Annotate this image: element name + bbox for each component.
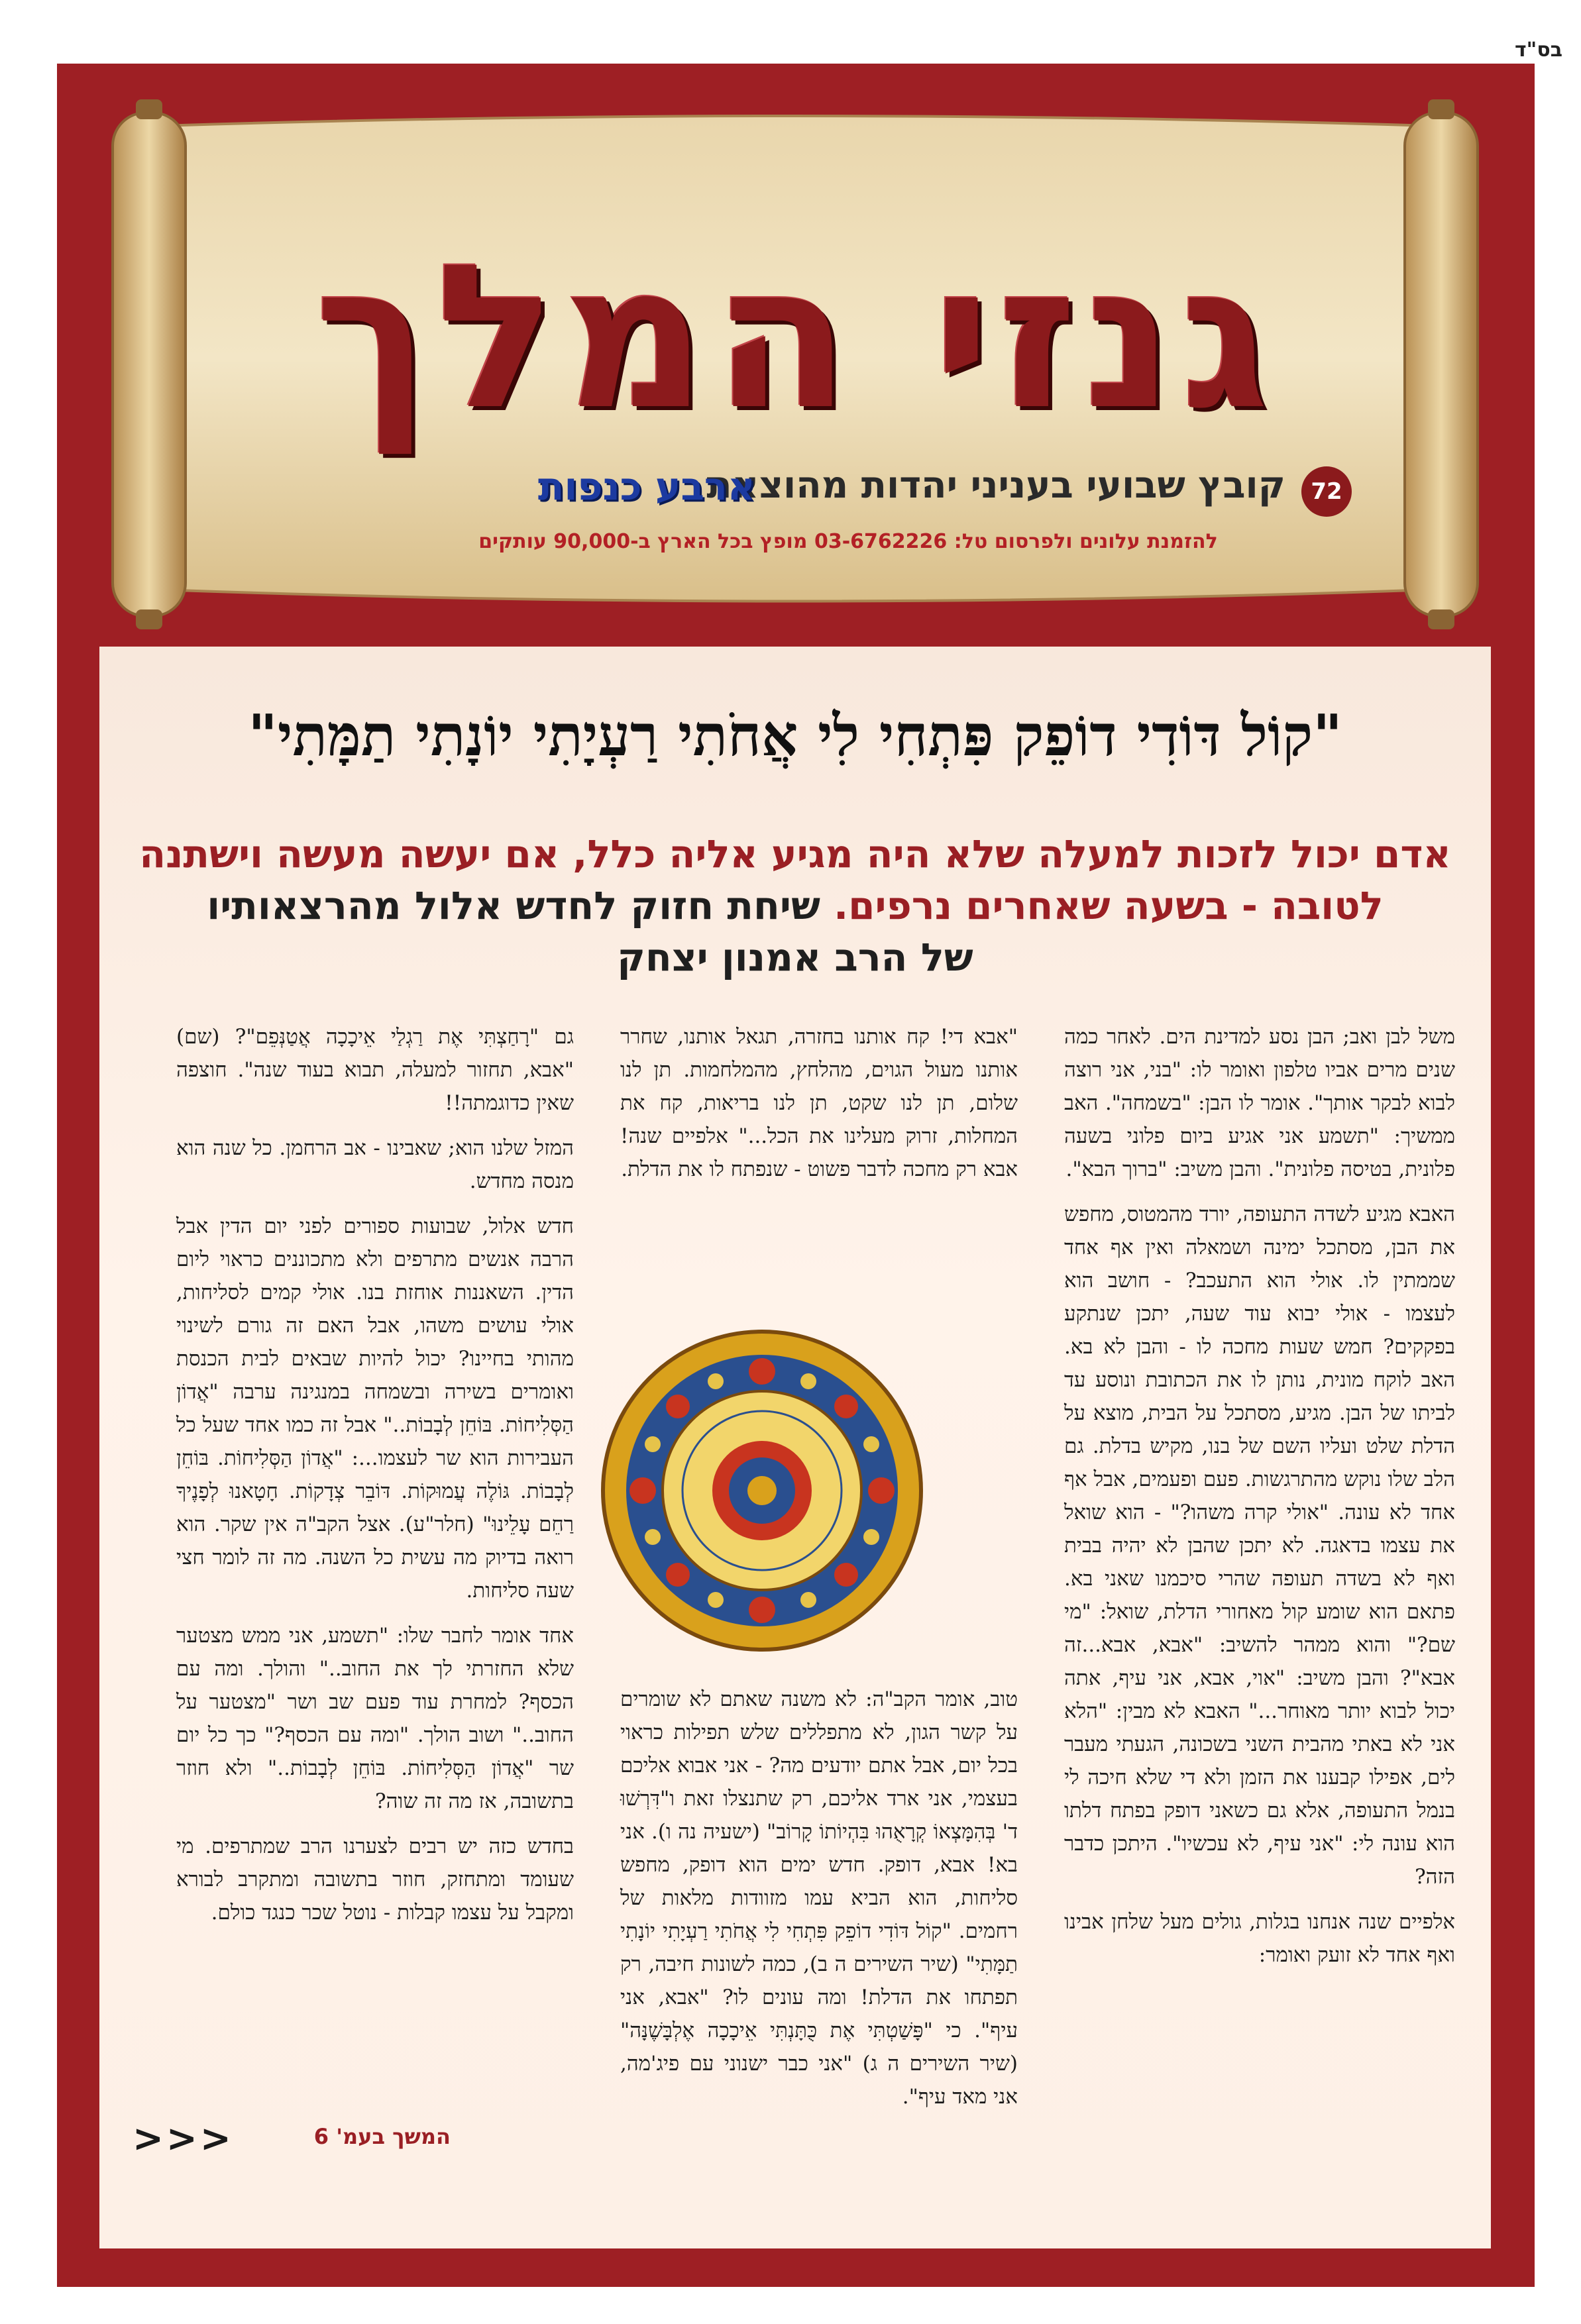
publisher-logo: ארבע כנפות [537,464,755,509]
paragraph: בחדש כזה יש רבים לצערנו הרב שמתרפים. מי שעומד ומתחזק, חוזר בתשובה ומתקרב לבורא ומקבל על עצמו קבלות - נוטל שכר כנגד כולם. [176,1834,574,1925]
continue-label: המשך בעמ' 6 [313,2124,451,2149]
subhead-line-1: אדם יכול לזכות למעלה שלא היה מגיע אליה כלל, אם יעשה מעשה וישתנה [139,831,1451,876]
continue-arrows-icon: <<< [133,2117,234,2160]
paragraph: גם "רָחַצְתִּי אֶת רַגְלַי אֵיכָכָה אֲטַנְּפֵם"? (שם) "אבא, תחזור למעלה, תבוא בעוד שנה". חוצפה שאין כדוגמתה!! [176,1025,574,1115]
article-column-left [176,1020,574,2107]
medallion-ornament-icon [596,1325,928,1656]
paragraph: חדש אלול, שבועות ספורים לפני יום הדין אבל הרבה אנשים מתרפים ולא מתכוננים כראוי ליום הדין. השאננות אוחזת בנו. אולי קמים לסליחות, אולי עושים משהו, אבל האם זה גורם לשינוי מהותי בחיינו? יכול להיות שבאים לבית הכנסת ואומרים בשירה ובשמחה במנגינה ערבה "אֲדוֹן הַסְּלִיחוֹת. בּוֹחֵן לְבָבוֹת.." אבל זה כמו אחד שעל כל העבירות הוא שר לעצמו...: "אֲדוֹן הַסְּלִיחוֹת. בּוֹחֵן לְבָבוֹת. גּוֹלֶה עֲמוּקוֹת. דּוֹבֵר צְדָקוֹת. חָטָאנוּ לְפָנֶיךָ רַחֵם עָלֵינוּ" (חלר"ע). אצל הקב"ה אין שקר. הוא רואה בדיוק מה עשית כל השנה. מה זה לומר חצי שעה סליחות. [176,1214,574,1603]
subhead-line-3: של הרב אמנון יצחק [617,935,973,980]
issue-number-badge: 72 [1301,466,1352,517]
paragraph: "אבא די! קח אותנו בחזרה, תגאל אותנו, שחרר אותנו מעול הגוים, מהלחץ, מהמלחמות. תן לנו שלום, תן לנו שקט, תן לנו בריאות, קח את המחלות, זרוק מעלינו את הכל..." אלפיים שנה! אבא רק מחכה לדבר פשוט - שנפתח לו את הדלת. [620,1025,1018,1181]
decorative-medallion [596,1325,928,1656]
paragraph: האבא מגיע לשדה התעופה, יורד מהמטוס, מחפש את הבן, מסתכל ימינה ושמאלה ואין אף אחד שממתין לו. אולי הוא התעכב? - חושב הוא לעצמו - אולי יבוא עוד שעה, יתכן שנתקע בפקקים? חמש שעות מחכה לו - והבן לא בא. האב לוקח מונית, נותן לו את הכתובת ונוסע עד לביתו של הבן. מגיע, מסתכל על הבית, מוצא על הדלת שלט ועליו השם של בנו, מקיש בדלת. גם הלב שלו נוקש מהתרגשות. פעם ופעמים, אבל אף אחד לא עונה. "אולי קרה משהו?" - הוא שואל את עצמו בדאגה. לא יתכן שהבן לא יהיה בבית ואף לא בשדה תעופה שהרי סיכמנו שאני בא. פתאם הוא שומע קול מאחורי הדלת, שואל: "מי שם?" והוא ממהר להשיב: "אבא, אבא...זה אבא"? והבן משיב: "אוי, אבא, אני עיף, אתה יכול לבוא יותר מאוחר..." האבא לא מבין: "הלא אני לא באתי מהבית השני בשכונה, הגעתי מעבר לים, אפילו קבענו את הזמן ולא די שלא חיכה לי בנמל התעופה, אלא גם כשאני דופק בפתח דלתו הוא עונה לי: "אני עיף, לא עכשיו". היתכן כדבר הזה? [1064,1202,1455,1889]
paragraph: המזל שלנו הוא; שאבינו - אב הרחמן. כל שנה הוא מנסה מחדש. [176,1136,574,1193]
article-column-right [1064,1020,1455,2199]
article-column-middle-top [620,1020,1018,1285]
paragraph: אחד אומר לחבר שלו: "תשמע, אני ממש מצטער שלא החזרתי לך את החוב.." והולך. ומה עם הכסף? למחרת עוד פעם שב ושר "מצטער על החוב.." ושוב הולך. "ומה עם הכסף?" כך כל יום שר "אֲדוֹן הַסְּלִיחוֹת. בּוֹחֵן לְבָבוֹת.." ולא חוזר בתשובה, אז מה זה שוה? [176,1624,574,1813]
article-column-middle-bottom [620,1683,1018,2213]
article-headline: "קוֹל דּוֹדִי דוֹפֵק פִּתְחִי לִי אֲחֹתִי רַעְיָתִי יוֹנָתִי תַמָּתִי" [248,702,1342,769]
subhead-line-2-rest: שיחת חזוק לחדש אלול מהרצאותיו [207,883,834,928]
article-subhead [126,828,1464,983]
bsd-label: בס"ד [1515,38,1562,62]
paragraph: טוב, אומר הקב"ה: לא משנה שאתם לא שומרים על קשר הגון, לא מתפללים שלש תפילות כראוי בכל יום, אבל אתם יודעים מה? - אני אבוא אליכם בעצמי, אני ארד אליכם, רק שתנצלו זאת ו"דִּרְשׁוּ ד' בְּהִמָּצְאוֹ קְרָאֻהוּ בִּהְיוֹתוֹ קָרוֹב" (ישעיה נה ו). אני בא! אבא, דופק. חדש ימים הוא דופק, מחפש סליחות, הוא הביא עמו מזוודות מלאות של רחמים. "קוֹל דּוֹדִי דוֹפֵק פִּתְחִי לִי אֲחֹתִי רַעְיָתִי יוֹנָתִי תַמָּתִי" (שיר השירים ה ב), כמה לשונות חיבה, רק תפתחו את הדלת! ומה עונים לו? "אבא, אני עיף". כי "פָּשַׁטְתִּי אֶת כֻּתָּנְתִּי אֵיכָכָה אֶלְבָּשֶׁנָּה" (שיר השירים ה ג) "אני כבר ישנוני עם פיג'מה, אני מאד עיף". [620,1687,1018,2109]
subhead-line-2 [126,880,1464,931]
masthead-subtitle-row [345,464,1352,523]
masthead-title: גנזי המלך [314,222,1276,453]
masthead-subtitle: קובץ שבועי בעניני יהדות מהוצאת [706,464,1285,507]
paragraph: אלפיים שנה אנחנו בגלות, גולים מעל שלחן אבינו ואף אחד לא זועק ואומר: [1064,1910,1455,1967]
continued-on-page[interactable] [133,2117,451,2160]
contact-line: להזמנת עלונים ולפרסום טל: 03-6762226 מופץ בכל הארץ ב-90,000 עותקים [478,530,1218,553]
subhead-line-2-red: לטובה - בשעה שאחרים נרפים. [834,883,1384,928]
paragraph: משל לבן ואב; הבן נסע למדינת הים. לאחר כמה שנים מרים אביו טלפון ואומר לו: "בני, אני רוצה לבוא לבקר אותך". אומר לו הבן: "בשמחה". האב ממשיך: "תשמע אני אגיע ביום פלוני בשעה פלונית, בטיסה פלונית". והבן משיב: "ברוך הבא". [1064,1025,1455,1181]
